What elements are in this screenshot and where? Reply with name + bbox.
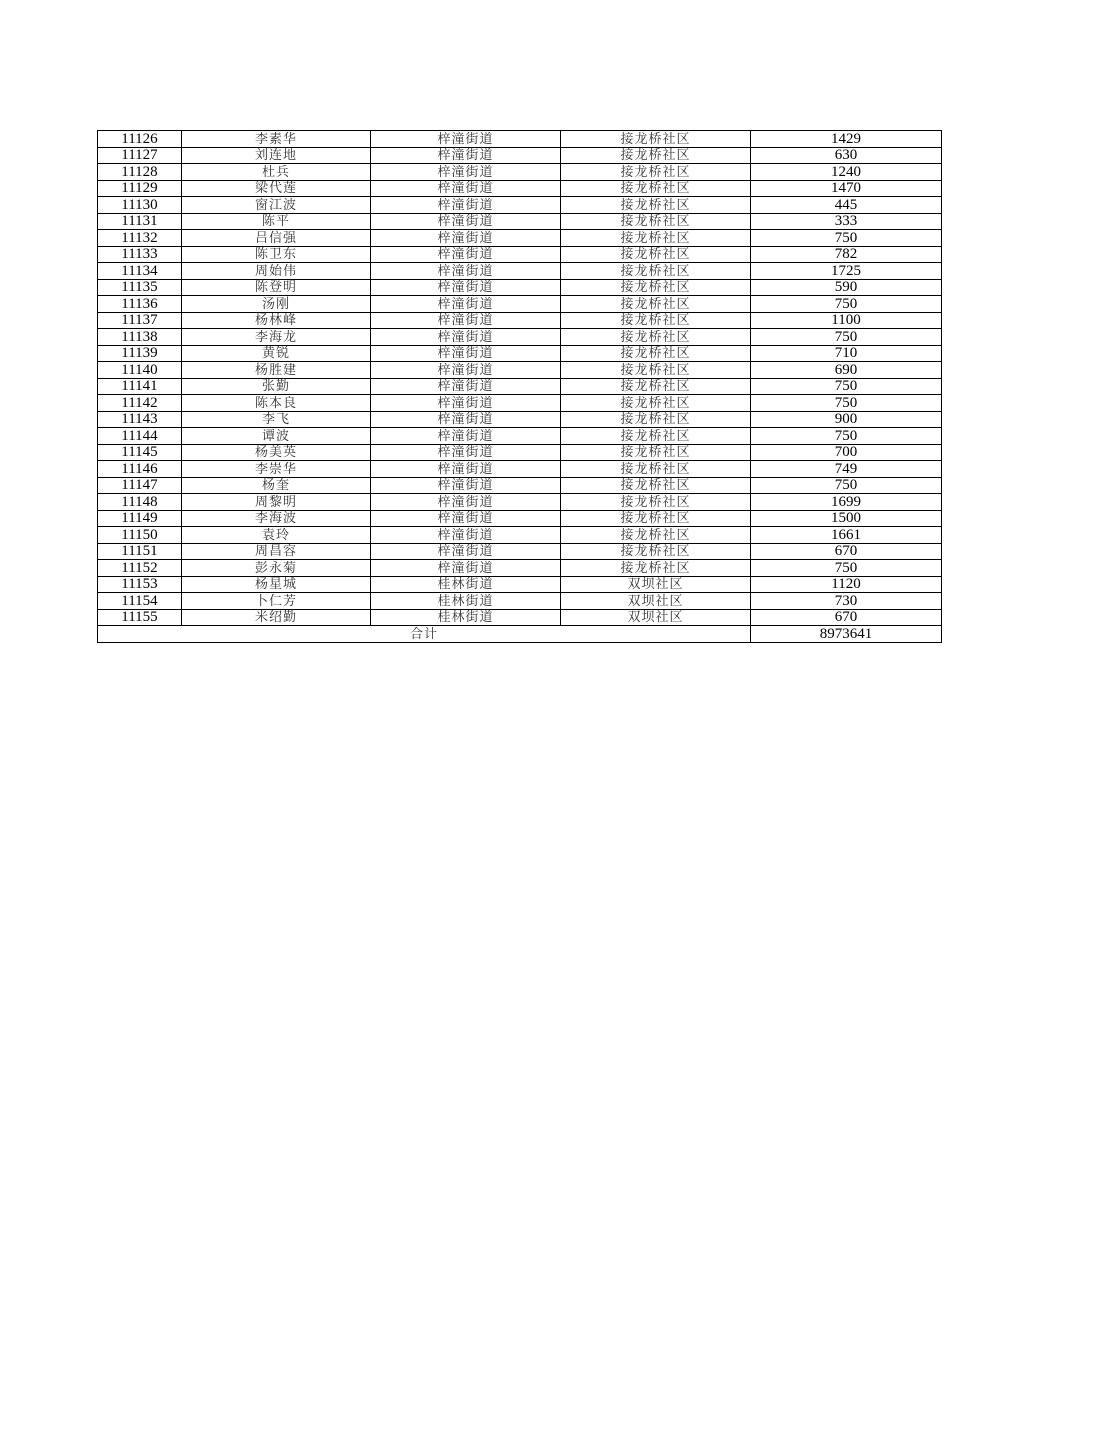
community-cell: 接龙桥社区 [561,444,751,461]
name-cell: 陈卫东 [182,246,371,263]
street-cell: 梓潼街道 [371,263,561,280]
community-cell: 接龙桥社区 [561,180,751,197]
street-cell: 梓潼街道 [371,494,561,511]
street-cell: 梓潼街道 [371,477,561,494]
name-cell: 杨奎 [182,477,371,494]
table-row [98,494,942,511]
community-cell: 接龙桥社区 [561,560,751,577]
name-cell: 杜兵 [182,164,371,181]
table-row [98,147,942,164]
table-row [98,180,942,197]
name-cell: 杨星城 [182,576,371,593]
amount-cell: 1661 [751,527,942,544]
name-cell: 李海波 [182,510,371,527]
community-cell: 接龙桥社区 [561,312,751,329]
table-row [98,576,942,593]
table-row [98,510,942,527]
name-cell: 周始伟 [182,263,371,280]
community-cell: 接龙桥社区 [561,230,751,247]
name-cell: 周黎明 [182,494,371,511]
community-cell: 接龙桥社区 [561,510,751,527]
amount-cell: 782 [751,246,942,263]
row-id-cell: 11135 [98,279,182,296]
street-cell: 梓潼街道 [371,312,561,329]
street-cell: 梓潼街道 [371,213,561,230]
street-cell: 梓潼街道 [371,444,561,461]
name-cell: 陈平 [182,213,371,230]
table-row [98,164,942,181]
street-cell: 梓潼街道 [371,246,561,263]
amount-cell: 1470 [751,180,942,197]
amount-cell: 1120 [751,576,942,593]
name-cell: 陈登明 [182,279,371,296]
row-id-cell: 11155 [98,609,182,626]
community-cell: 接龙桥社区 [561,494,751,511]
name-cell: 梁代莲 [182,180,371,197]
community-cell: 接龙桥社区 [561,395,751,412]
row-id-cell: 11153 [98,576,182,593]
community-cell: 接龙桥社区 [561,279,751,296]
street-cell: 桂林街道 [371,593,561,610]
community-cell: 接龙桥社区 [561,147,751,164]
row-id-cell: 11128 [98,164,182,181]
street-cell: 梓潼街道 [371,180,561,197]
amount-cell: 750 [751,395,942,412]
street-cell: 梓潼街道 [371,362,561,379]
amount-cell: 730 [751,593,942,610]
row-id-cell: 11127 [98,147,182,164]
row-id-cell: 11133 [98,246,182,263]
community-cell: 接龙桥社区 [561,362,751,379]
amount-cell: 750 [751,378,942,395]
row-id-cell: 11151 [98,543,182,560]
amount-cell: 700 [751,444,942,461]
name-cell: 窗江波 [182,197,371,214]
amount-cell: 750 [751,477,942,494]
community-cell: 接龙桥社区 [561,263,751,280]
table-row [98,312,942,329]
table-body [98,131,942,643]
row-id-cell: 11132 [98,230,182,247]
amount-cell: 445 [751,197,942,214]
street-cell: 梓潼街道 [371,131,561,148]
street-cell: 桂林街道 [371,609,561,626]
row-id-cell: 11146 [98,461,182,478]
community-cell: 接龙桥社区 [561,213,751,230]
street-cell: 梓潼街道 [371,428,561,445]
table-row [98,428,942,445]
row-id-cell: 11142 [98,395,182,412]
table-row [98,345,942,362]
table-row [98,246,942,263]
street-cell: 梓潼街道 [371,543,561,560]
name-cell: 李崇华 [182,461,371,478]
table-row [98,230,942,247]
amount-cell: 690 [751,362,942,379]
table-row [98,329,942,346]
name-cell: 黄锐 [182,345,371,362]
table-row [98,213,942,230]
row-id-cell: 11126 [98,131,182,148]
name-cell: 米绍勤 [182,609,371,626]
name-cell: 汤刚 [182,296,371,313]
street-cell: 梓潼街道 [371,411,561,428]
table-row [98,378,942,395]
amount-cell: 900 [751,411,942,428]
amount-cell: 670 [751,609,942,626]
street-cell: 梓潼街道 [371,230,561,247]
row-id-cell: 11131 [98,213,182,230]
street-cell: 梓潼街道 [371,345,561,362]
row-id-cell: 11139 [98,345,182,362]
amount-cell: 1240 [751,164,942,181]
community-cell: 接龙桥社区 [561,329,751,346]
row-id-cell: 11138 [98,329,182,346]
row-id-cell: 11130 [98,197,182,214]
table-row [98,444,942,461]
street-cell: 桂林街道 [371,576,561,593]
row-id-cell: 11141 [98,378,182,395]
amount-cell: 1725 [751,263,942,280]
community-cell: 接龙桥社区 [561,543,751,560]
amount-cell: 750 [751,428,942,445]
row-id-cell: 11148 [98,494,182,511]
amount-cell: 333 [751,213,942,230]
table-row [98,527,942,544]
row-id-cell: 11145 [98,444,182,461]
name-cell: 卜仁芳 [182,593,371,610]
name-cell: 杨胜建 [182,362,371,379]
name-cell: 杨美英 [182,444,371,461]
name-cell: 袁玲 [182,527,371,544]
street-cell: 梓潼街道 [371,510,561,527]
table-row [98,296,942,313]
name-cell: 彭永菊 [182,560,371,577]
table-row [98,131,942,148]
amount-cell: 749 [751,461,942,478]
community-cell: 接龙桥社区 [561,131,751,148]
community-cell: 接龙桥社区 [561,246,751,263]
name-cell: 刘连地 [182,147,371,164]
street-cell: 梓潼街道 [371,296,561,313]
table-row [98,411,942,428]
amount-cell: 1500 [751,510,942,527]
row-id-cell: 11147 [98,477,182,494]
community-cell: 接龙桥社区 [561,461,751,478]
data-table [97,130,942,643]
community-cell: 双坝社区 [561,576,751,593]
street-cell: 梓潼街道 [371,147,561,164]
amount-cell: 750 [751,560,942,577]
street-cell: 梓潼街道 [371,527,561,544]
total-row [98,626,942,643]
community-cell: 接龙桥社区 [561,197,751,214]
table-row [98,461,942,478]
street-cell: 梓潼街道 [371,197,561,214]
amount-cell: 710 [751,345,942,362]
street-cell: 梓潼街道 [371,461,561,478]
amount-cell: 750 [751,230,942,247]
street-cell: 梓潼街道 [371,164,561,181]
amount-cell: 590 [751,279,942,296]
row-id-cell: 11134 [98,263,182,280]
community-cell: 接龙桥社区 [561,164,751,181]
row-id-cell: 11149 [98,510,182,527]
row-id-cell: 11152 [98,560,182,577]
row-id-cell: 11150 [98,527,182,544]
street-cell: 梓潼街道 [371,279,561,296]
amount-cell: 1699 [751,494,942,511]
name-cell: 杨林峰 [182,312,371,329]
amount-cell: 670 [751,543,942,560]
name-cell: 陈本良 [182,395,371,412]
amount-cell: 630 [751,147,942,164]
community-cell: 接龙桥社区 [561,428,751,445]
amount-cell: 750 [751,296,942,313]
row-id-cell: 11136 [98,296,182,313]
name-cell: 谭波 [182,428,371,445]
table-row [98,395,942,412]
street-cell: 梓潼街道 [371,395,561,412]
community-cell: 接龙桥社区 [561,477,751,494]
table-row [98,543,942,560]
street-cell: 梓潼街道 [371,329,561,346]
name-cell: 李素华 [182,131,371,148]
amount-cell: 750 [751,329,942,346]
name-cell: 李飞 [182,411,371,428]
table-row [98,560,942,577]
community-cell: 双坝社区 [561,593,751,610]
row-id-cell: 11154 [98,593,182,610]
community-cell: 双坝社区 [561,609,751,626]
community-cell: 接龙桥社区 [561,345,751,362]
street-cell: 梓潼街道 [371,560,561,577]
table-row [98,279,942,296]
amount-cell: 1429 [751,131,942,148]
total-value: 8973641 [751,626,942,643]
amount-cell: 1100 [751,312,942,329]
row-id-cell: 11144 [98,428,182,445]
community-cell: 接龙桥社区 [561,378,751,395]
community-cell: 接龙桥社区 [561,296,751,313]
table-row [98,477,942,494]
row-id-cell: 11140 [98,362,182,379]
name-cell: 周昌容 [182,543,371,560]
row-id-cell: 11137 [98,312,182,329]
street-cell: 梓潼街道 [371,378,561,395]
row-id-cell: 11143 [98,411,182,428]
table-row [98,263,942,280]
name-cell: 张勤 [182,378,371,395]
name-cell: 李海龙 [182,329,371,346]
table-row [98,197,942,214]
table-row [98,593,942,610]
name-cell: 吕信强 [182,230,371,247]
row-id-cell: 11129 [98,180,182,197]
total-label: 合计 [98,626,751,643]
community-cell: 接龙桥社区 [561,527,751,544]
table-row [98,609,942,626]
community-cell: 接龙桥社区 [561,411,751,428]
table-row [98,362,942,379]
